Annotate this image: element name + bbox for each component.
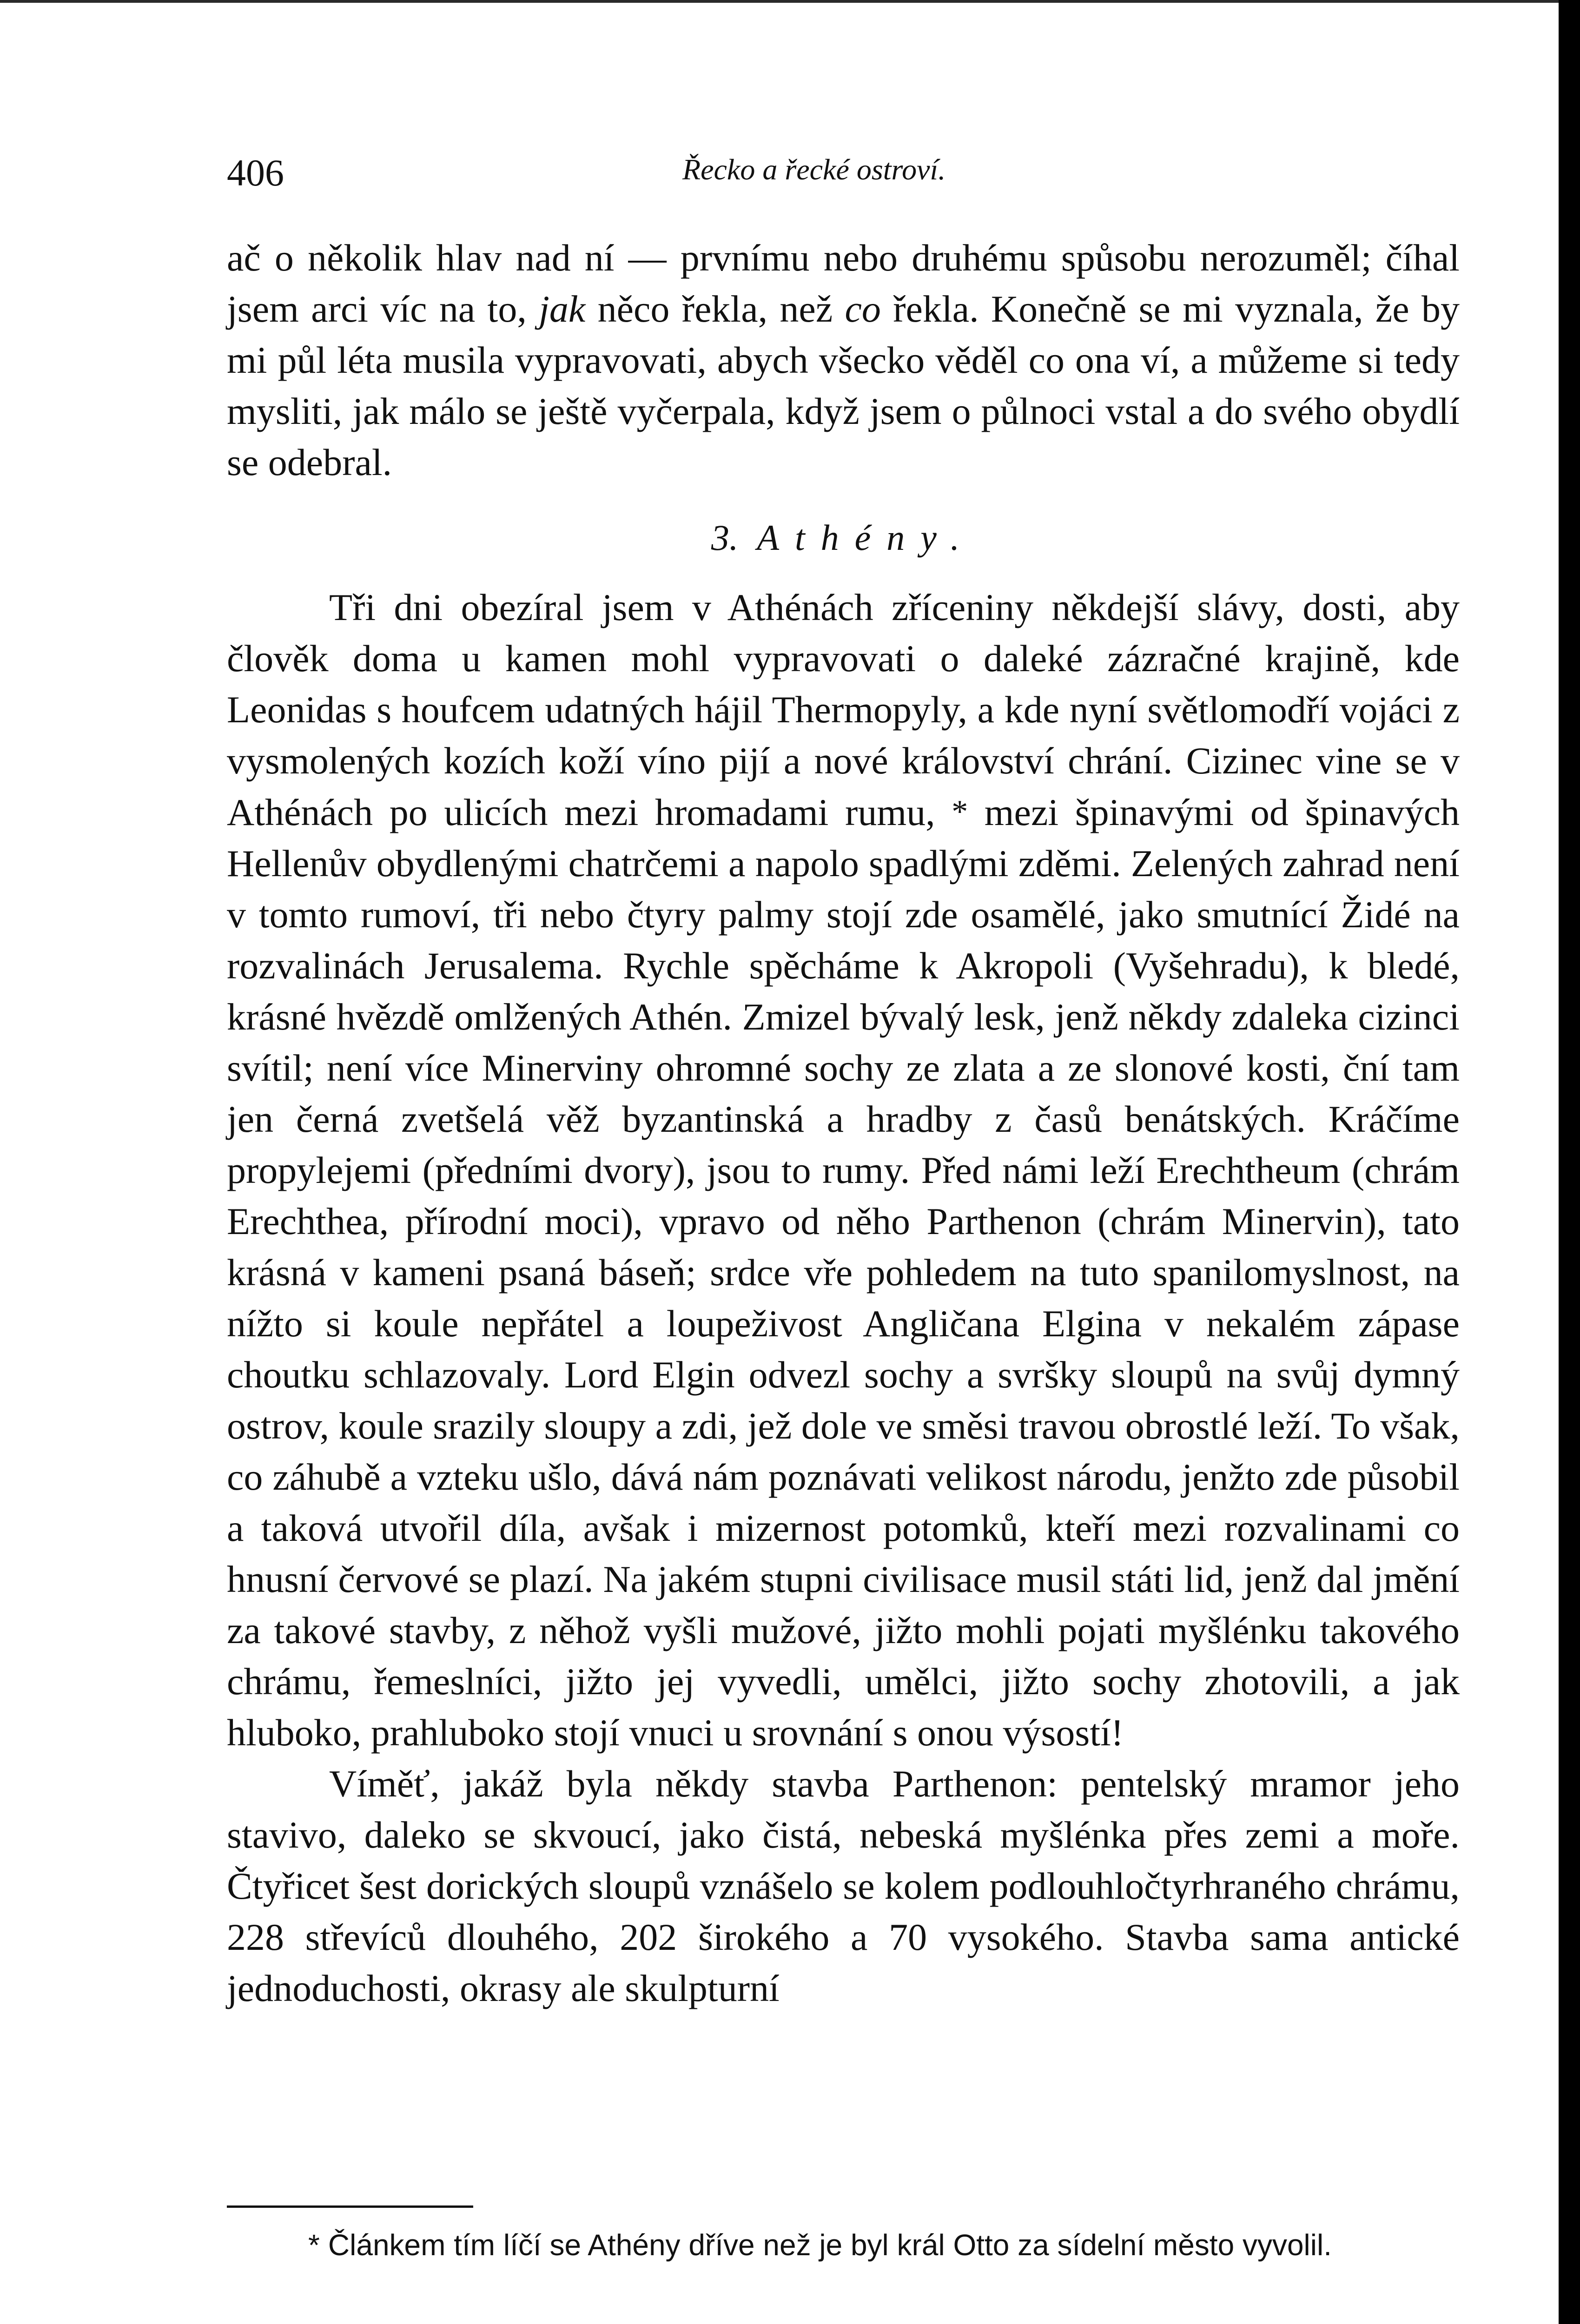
paragraph-3-text: Víměť, jakáž byla někdy stavba Parthenon: pentelský mramor jeho stavivo, daleko se skvoucí, jako čistá, nebeská myšlénka přes zemi a moře. Čtyřicet šest dorických sloupů vznášelo se kolem podlouhločtyrhraného chrámu, 228 střevíců dlouhého, 202 širokého a 70 vysokého. Stavba sama antické jednoduchosti, okrasy ale skulpturní <box>227 1763 1460 2009</box>
footnote-reference-mark: * <box>952 794 968 830</box>
footnote <box>227 2222 1460 2268</box>
paragraph-parthenon <box>227 1758 1460 2014</box>
paragraph-2-part-2: mezi špinavými od špinavých Hellenův obydlenými chatrčemi a napolo spadlými zděmi. Zelených zahrad není v tomto rumoví, tři nebo čtyry palmy stojí zde osamělé, jako smutnící Židé na rozvalinách Jerusalema. Rychle spěcháme k Akropoli (Vyšehradu), k bledé, krásné hvězdě omlžených Athén. Zmizel bývalý lesk, jenž někdy zdaleka cizinci svítil; není více Minerviny ohromné sochy ze zlata a ze slonové kosti, ční tam jen černá zvetšelá věž byzantinská a hradby z časů benátských. Kráčíme propylejemi (předními dvory), jsou to rumy. Před námi leží Erechtheum (chrám Erechthea, přírodní moci), vpravo od něho Parthenon (chrám Minervin), tato krásná v kameni psaná báseň; srdce vře pohledem na tuto spanilomyslnost, na nížto si koule nepřátel a loupeživost Angličana Elgina v nekalém zápase choutku schlazovaly. Lord Elgin odvezl sochy a svršky sloupů na svůj dymný ostrov, koule srazily sloupy a zdi, jež dole ve směsi travou obrostlé leží. To však, co záhubě a vzteku ušlo, dává nám poznávati velikost národu, jenžto zde působil a taková utvořil díla, avšak i mizernost potomků, kteří mezi rozvalinami co hnusní červové se plazí. Na jakém stupni civilisace musil státi lid, jenž dal jmění za takové stavby, z něhož vyšli mužové, jižto mohli pojati myšlénku takového chrámu, řemeslníci, jižto jej vyvedli, umělci, jižto sochy zhotovili, a jak hluboko, prahluboko stojí vnuci u srovnání s onou výsostí! <box>227 791 1460 1754</box>
footnote-divider <box>227 2205 473 2208</box>
paragraph-1-italic-jak: jak <box>539 288 586 330</box>
section-title: Athény. <box>757 517 976 558</box>
scan-top-edge <box>0 0 1580 3</box>
footnote-text: Článkem tím líčí se Athény dříve než je byl král Otto za sídelní město vyvolil. <box>328 2228 1332 2262</box>
running-title: Řecko a řecké ostroví. <box>682 153 946 186</box>
scan-right-edge <box>1559 0 1580 2324</box>
section-number: 3. <box>711 517 739 558</box>
body-text <box>227 232 1460 2014</box>
paragraph-1-part-2: něco řekla, než <box>585 288 845 330</box>
paragraph-athens <box>227 582 1460 1758</box>
section-heading <box>227 512 1460 563</box>
page-number: 406 <box>227 152 284 194</box>
page-header <box>227 139 1463 195</box>
paragraph-1-part-3: řekla. Konečně se mi vyznala, že by mi půl léta musila vypravovati, abych všecko věděl co ona ví, a můžeme si tedy mysliti, jak málo se ještě vyčerpala, když jsem o půlnoci vstal a do svého obydlí se odebral. <box>227 288 1460 483</box>
paragraph-1-part-1: ač o několik hlav nad ní — prvnímu nebo druhému spůsobu nerozuměl; číhal jsem arci víc na to, <box>227 237 1460 330</box>
paragraph-1-italic-co: co <box>845 288 881 330</box>
footnote-mark: * <box>308 2228 320 2262</box>
paragraph-continued <box>227 232 1460 488</box>
paragraph-2-part-1: Tři dni obezíral jsem v Athénách zříceniny někdejší slávy, dosti, aby člověk doma u kamen mohl vypravovati o daleké zázračné krajině, kde Leonidas s houfcem udatných hájil Thermopyly, a kde nyní světlomodří vojáci z vysmolených kozích koží víno pijí a nové království chrání. Cizinec vine se v Athénách po ulicích mezi hromadami rumu, <box>227 586 1460 833</box>
